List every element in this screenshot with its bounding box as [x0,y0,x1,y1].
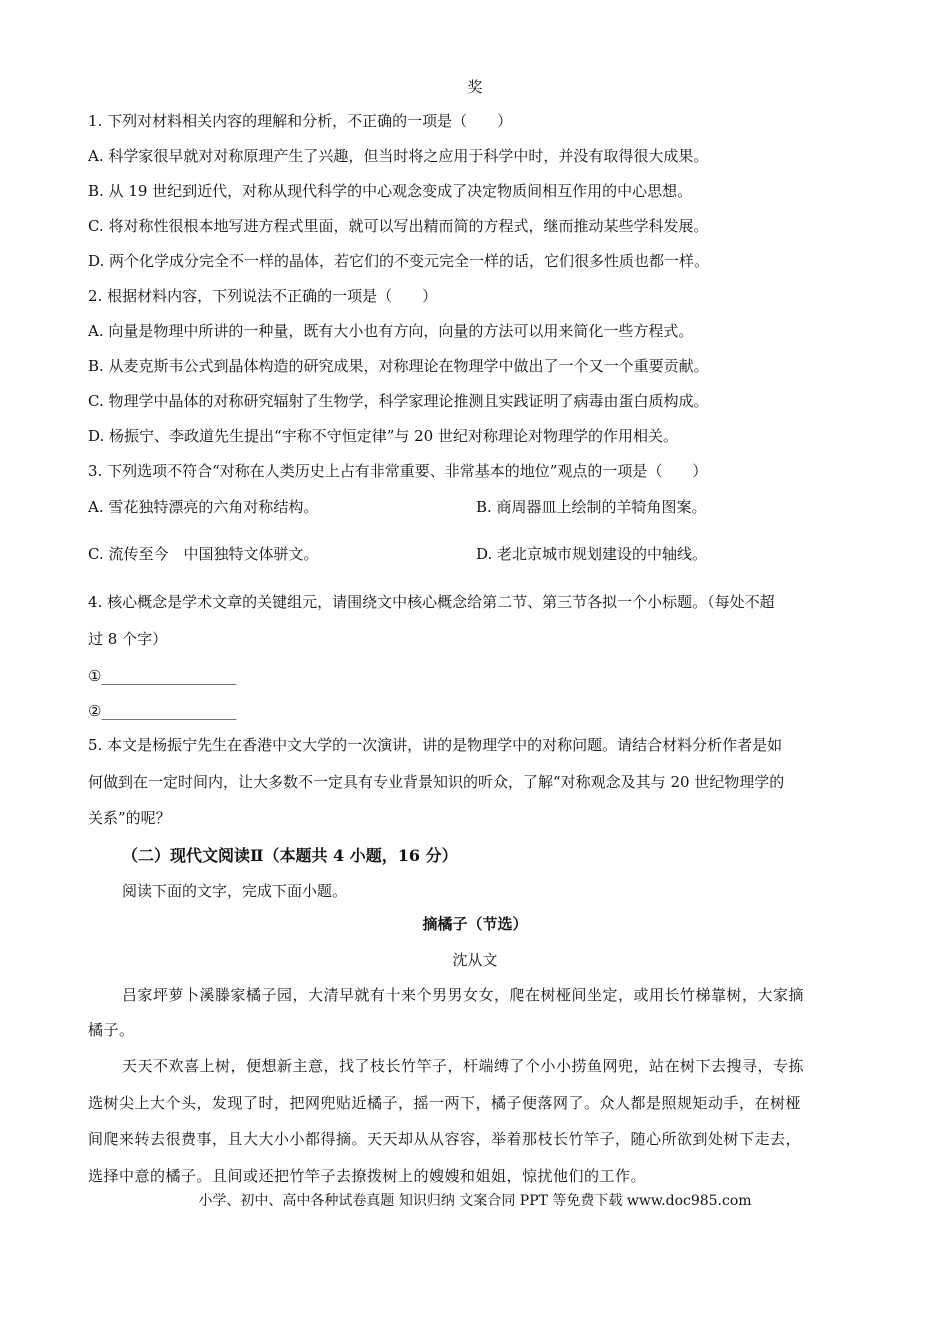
q3-option-d: D. 老北京城市规划建设的中轴线。 [476,545,708,563]
q2-option-b: B. 从麦克斯韦公式到晶体构造的研究成果，对称理论在物理学中做出了一个又一个重要贡献。 [88,357,709,375]
q2-option-d: D. 杨振宁、李政道先生提出“宇称不守恒定律”与 20 世纪对称理论对物理学的作用相关。 [88,427,678,445]
article-title: 摘橘子（节选） [422,915,528,933]
q2-option-a: A. 向量是物理中所讲的一种量，既有大小也有方向，向量的方法可以用来简化一些方程式。 [88,322,694,340]
q1-option-d: D. 两个化学成分完全不一样的晶体，若它们的不变元完全一样的话，它们很多性质也都一样。 [88,252,710,270]
q5-line-1: 5. 本文是杨振宁先生在香港中文大学的一次演讲，讲的是物理学中的对称问题。请结合材料分析作者是如 [88,736,783,754]
q5-line-2: 何做到在一定时间内，让大多数不一定具有专业背景知识的听众，了解“对称观念及其与 20 世纪物理学的 [88,773,785,791]
q1-option-b: B. 从 19 世纪到近代，对称从现代科学的中心观念变成了决定物质间相互作用的中心思想。 [88,182,693,200]
q3-stem: 3. 下列选项不符合“对称在人类历史上占有非常重要、非常基本的地位”观点的一项是（ ） [88,462,708,480]
q1-stem: 1. 下列对材料相关内容的理解和分析，不正确的一项是（ ） [88,112,513,130]
q2-option-c: C. 物理学中晶体的对称研究辐射了生物学，科学家理论推测且实践证明了病毒由蛋白质构成。 [88,392,709,410]
article-author: 沈从文 [452,951,498,969]
q4-line-2: 过 8 个字） [88,630,168,648]
q5-line-3: 关系”的呢？ [88,809,171,827]
q4-answer-blank-2: ②__________________ [88,702,237,720]
q1-option-c: C. 将对称性很根本地写进方程式里面，就可以写出精而简的方程式，继而推动某些学科发展。 [88,217,709,235]
paragraph-2-line-1: 天天不欢喜上树，便想新主意，找了枝长竹竿子，杆端缚了个小小捞鱼网兜，站在树下去搜寻，专拣 [122,1057,805,1075]
q1-option-a: A. 科学家很早就对对称原理产生了兴趣，但当时将之应用于科学中时，并没有取得很大成果。 [88,147,709,165]
q3-option-a: A. 雪花独特漂亮的六角对称结构。 [88,498,319,516]
q3-option-b: B. 商周器皿上绘制的羊犄角图案。 [476,498,707,516]
q4-line-1: 4. 核心概念是学术文章的关键组元，请围绕文中核心概念给第二节、第三节各拟一个小标题。（每处不超 [88,593,775,611]
q4-answer-blank-1: ①__________________ [88,667,237,685]
paragraph-2-line-2: 选树尖上大个头，发现了时，把网兜贴近橘子，摇一两下，橘子便落网了。众人都是照规矩动手，在树桠 [88,1094,802,1112]
page-footer: 小学、初中、高中各种试卷真题 知识归纳 文案合同 PPT 等免费下载 www.doc985.com [198,1193,752,1209]
q2-stem: 2. 根据材料内容，下列说法不正确的一项是（ ） [88,287,438,305]
section-heading: （二）现代文阅读Ⅱ（本题共 4 小题，16 分） [122,846,458,865]
paragraph-2-line-3: 间爬来转去很费事，且大大小小都得摘。天天却从从容容，举着那枝长竹竿子，随心所欲到处树下走去， [88,1130,802,1148]
paragraph-1-line-2: 橘子。 [88,1021,135,1039]
top-fragment: 奖 [467,78,483,96]
reading-instruction: 阅读下面的文字，完成下面小题。 [122,882,348,900]
q3-option-c: C. 流传至今 中国独特文体骈文。 [88,545,319,563]
paragraph-2-line-4: 选择中意的橘子。且间或还把竹竿子去撩拨树上的嫂嫂和姐姐，惊扰他们的工作。 [88,1167,647,1185]
paragraph-1-line-1: 吕家坪萝卜溪滕家橘子园，大清早就有十来个男男女女，爬在树桠间坐定，或用长竹梯靠树，大家摘 [122,986,805,1004]
